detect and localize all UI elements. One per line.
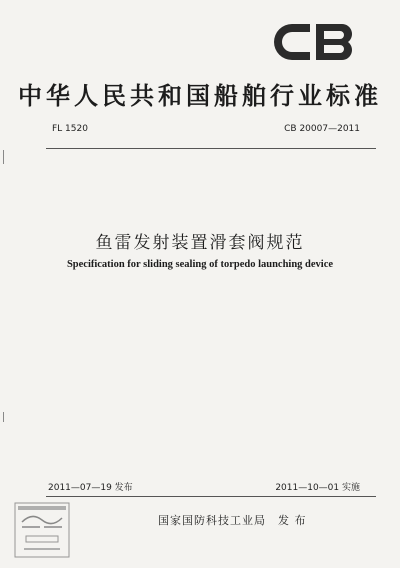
- scan-edge-mark: [3, 150, 4, 164]
- document-title-en: Specification for sliding sealing of torpedo launching device: [66, 259, 334, 270]
- standard-number: CB 20007—2011: [284, 124, 360, 134]
- implementation-date: 2011—10—01 实施: [275, 483, 360, 493]
- scan-edge-mark: [3, 412, 4, 422]
- cb-logo-icon: [270, 18, 360, 66]
- publisher: 国家国防科技工业局 发 布: [158, 514, 307, 527]
- industry-standard-title: 中华人民共和国船舶行业标准: [18, 82, 382, 110]
- cb-logo: [270, 18, 360, 66]
- classification-code: FL 1520: [52, 124, 88, 134]
- stamp-icon: [14, 502, 70, 558]
- date-row: [48, 480, 360, 494]
- code-row: [52, 124, 360, 138]
- bottom-divider: [46, 496, 376, 497]
- issue-date: 2011—07—19 发布: [48, 483, 133, 493]
- anti-counterfeit-stamp: [14, 502, 70, 558]
- top-divider: [46, 148, 376, 149]
- document-title-cn: 鱼雷发射装置滑套阀规范: [95, 233, 305, 253]
